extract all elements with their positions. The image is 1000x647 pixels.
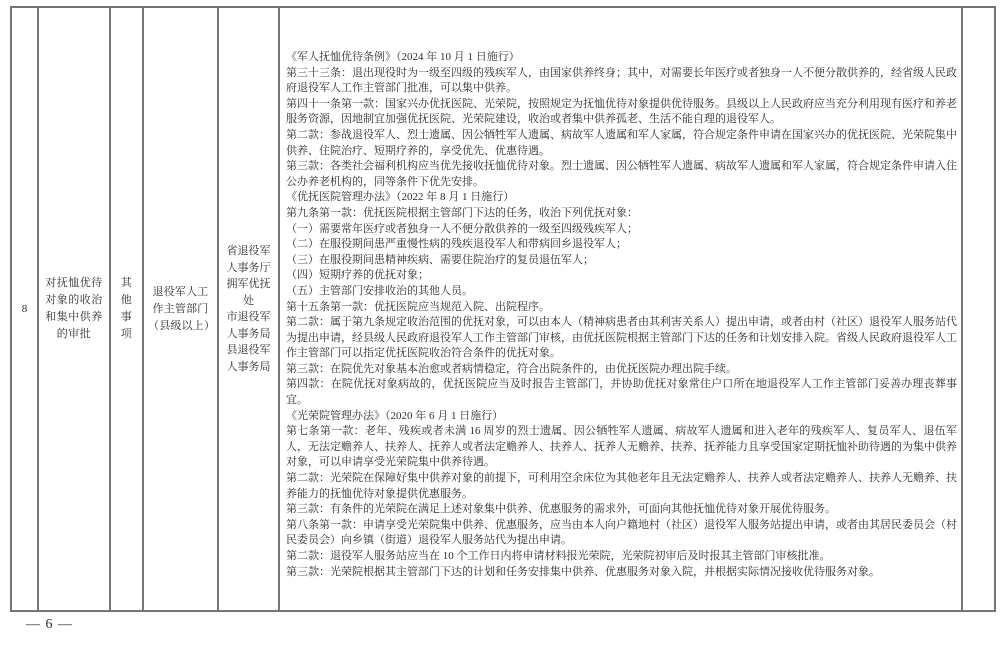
basis-paragraph: 第十五条第一款：优抚医院应当规范入院、出院程序。 — [286, 300, 550, 313]
approval-matters-table — [10, 6, 996, 612]
row-authority: 退役军人工作主管部门（县级以上） — [148, 285, 216, 332]
col-item-name — [39, 8, 111, 610]
col-seq — [12, 8, 39, 610]
basis-paragraph: 第三款：有条件的光荣院在满足上述对象集中供养、优惠服务的需求外，可面向其他抚恤优待对象开展优待服务。 — [286, 503, 836, 516]
department-item: 省退役军人事务厅 — [226, 245, 271, 274]
basis-paragraph: 第八条第一款：申请享受光荣院集中供养、优惠服务，应当由本人向户籍地村（社区）退役军人服务站提出申请，或者由其居民委员会（村民委员会）向乡镇（街道）退役军人服务站代为提出申请。 — [286, 518, 957, 547]
basis-paragraph: 《光荣院管理办法》（2020 年 6 月 1 日施行） — [286, 409, 504, 422]
page-number: — 6 — — [26, 617, 73, 632]
basis-paragraph: 第七条第一款：老年、残疾或者未满 16 周岁的烈士遗属、因公牺牲军人遗属、病故军人遗属和进入老年的残疾军人、复员军人、退伍军人，无法定赡养人、扶养人、抚养人或者法定赡养人、扶养人、抚养人无赡养、扶养、抚养能力且享受国家定期抚恤补助待遇的为集中供养对象，可以申请享受光荣院集中供养待遇。 — [286, 425, 957, 469]
col-remarks-empty — [963, 8, 994, 610]
basis-paragraph: 第三款：光荣院根据其主管部门下达的计划和任务安排集中供养、优惠服务对象入院，并根据实际情况接收优待服务对象。 — [286, 565, 880, 578]
legal-basis-text — [286, 50, 957, 580]
department-item: 市退役军人事务局 — [226, 311, 271, 340]
basis-paragraph: 第四十一条第一款：国家兴办优抚医院、光荣院，按照规定为抚恤优待对象提供优待服务。县级以上人民政府应当充分利用现有医疗和养老服务资源，因地制宜加强优抚医院、光荣院建设，收治或者集中供养孤老、生活不能自理的退役军人。 — [286, 97, 957, 126]
basis-paragraph: 第二款：属于第九条规定收治范围的优抚对象，可以由本人（精神病患者由其利害关系人）提出申请，或者由村（社区）退役军人服务站代为提出申请，经县级人民政府退役军人工作主管部门审核，由优抚医院根据主管部门下达的任务和计划安排入院。省级人民政府退役军人工作主管部门可以指定优抚医院收治符合条件的优抚对象。 — [286, 316, 957, 360]
basis-paragraph: 第三款：在院优先对象基本治愈或者病情稳定，符合出院条件的，由优抚医院办理出院手续。 — [286, 362, 737, 375]
basis-paragraph: 第九条第一款：优抚医院根据主管部门下达的任务，收治下列优抚对象： — [286, 206, 638, 219]
col-legal-basis — [280, 8, 963, 610]
basis-paragraph: 第三十三条：退出现役时为一级至四级的残疾军人，由国家供养终身；其中，对需要长年医疗或者独身一人不便分散供养的，经省级人民政府退役军人工作主管部门批准，可以集中供养。 — [286, 66, 957, 95]
basis-paragraph: 第二款：参战退役军人、烈士遗属、因公牺牲军人遗属、病故军人遗属和军人家属，符合规定条件申请在国家兴办的优抚医院、光荣院集中供养、住院治疗、短期疗养的，享受优先、优惠待遇。 — [286, 128, 957, 157]
basis-paragraph: （四）短期疗养的优抚对象； — [286, 269, 429, 282]
row-item-name: 对抚恤优待对象的收治和集中供养的审批 — [45, 277, 103, 340]
department-list — [219, 243, 278, 375]
row-seq-number: 8 — [21, 302, 28, 315]
basis-paragraph: （五）主管部门安排收治的其他人员。 — [286, 284, 473, 297]
department-item: 拥军优抚处 — [226, 278, 271, 307]
basis-paragraph: 《军人抚恤优待条例》（2024 年 10 月 1 日施行） — [286, 51, 520, 63]
col-authority — [144, 8, 219, 610]
basis-paragraph: 第二款：退役军人服务站应当在 10 个工作日内将申请材料报光荣院，光荣院初审后及时报其主管部门审核批准。 — [286, 550, 831, 562]
row-category: 其他事项 — [120, 277, 133, 340]
col-departments — [219, 8, 280, 610]
basis-paragraph: 第三款：各类社会福利机构应当优先接收抚恤优待对象。烈士遗属、因公牺牲军人遗属、病故军人遗属和军人家属，符合规定条件申请入住公办养老机构的，同等条件下优先安排。 — [286, 160, 957, 188]
basis-paragraph: 第四款：在院优抚对象病故的，优抚医院应当及时报告主管部门，并协助优抚对象常住户口所在地退役军人工作主管部门妥善办理丧葬事宜。 — [286, 378, 957, 407]
department-item: 县退役军人事务局 — [226, 344, 271, 373]
basis-paragraph: （二）在服役期间患严重慢性病的残疾退役军人和带病回乡退役军人； — [286, 238, 627, 251]
basis-paragraph: （三）在服役期间患精神疾病、需要住院治疗的复员退伍军人； — [286, 253, 594, 266]
basis-paragraph: 《优抚医院管理办法》（2022 年 8 月 1 日施行） — [286, 191, 515, 204]
basis-paragraph: 第二款：光荣院在保障好集中供养对象的前提下，可利用空余床位为其他老年且无法定赡养人、扶养人或者法定赡养人、扶养人无赡养、扶养能力的抚恤优待对象提供优惠服务。 — [286, 472, 957, 500]
col-category — [111, 8, 144, 610]
basis-paragraph: （一）需要常年医疗或者独身一人不便分散供养的一级至四级残疾军人； — [286, 222, 638, 235]
